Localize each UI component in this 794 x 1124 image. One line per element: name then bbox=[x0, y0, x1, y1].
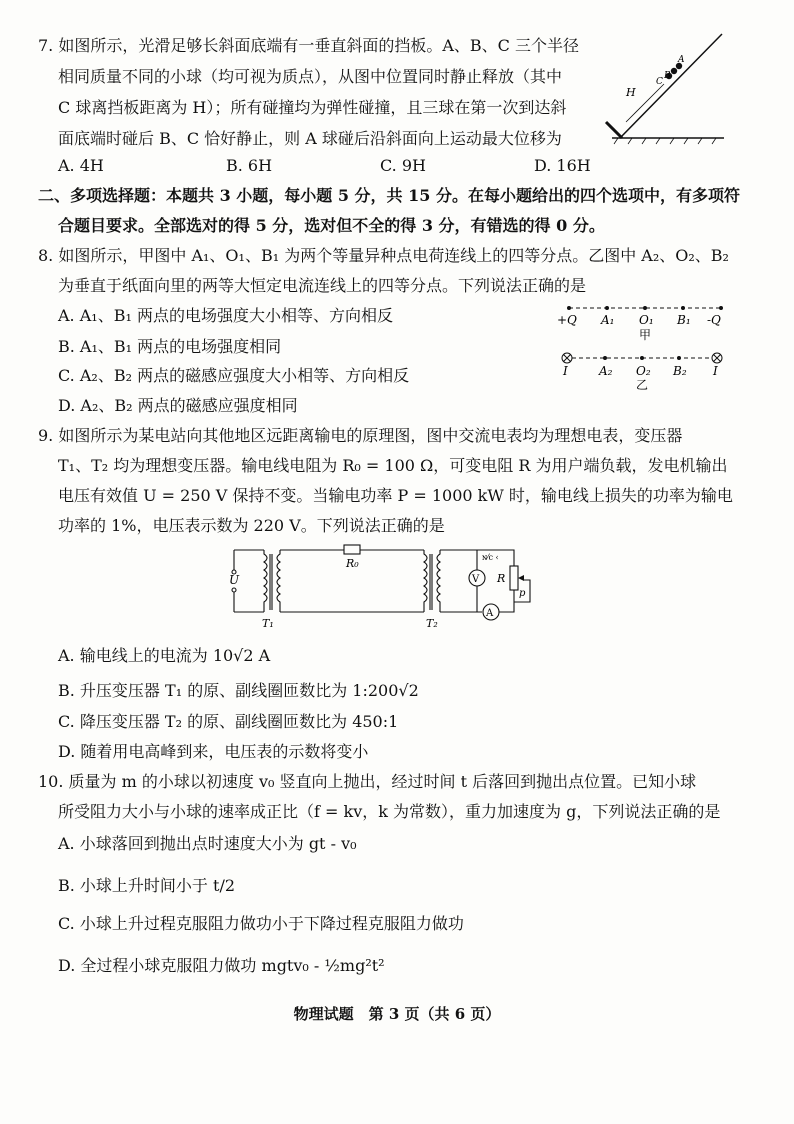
yi-label-o2: O₂ bbox=[636, 364, 651, 378]
incline-figure bbox=[598, 30, 728, 150]
q8-option-b: B. A₁、B₁ 两点的电场强度相同 bbox=[58, 337, 282, 356]
jia-caption: 甲 bbox=[639, 328, 652, 342]
circuit-label-r0: R₀ bbox=[346, 557, 359, 570]
q9-option-d: D. 随着用电高峰到来，电压表的示数将变小 bbox=[58, 742, 369, 761]
voltmeter-label: V bbox=[472, 574, 480, 585]
q10-option-d: D. 全过程小球克服阻力做功 mgtv₀ - ½mg²t² bbox=[58, 956, 385, 975]
jia-label-b1: B₁ bbox=[677, 313, 691, 327]
jia-label-a1: A₁ bbox=[601, 313, 615, 327]
label-h: H bbox=[626, 86, 636, 99]
charge-figure-jia bbox=[555, 300, 730, 342]
circuit-label-t1: T₁ bbox=[262, 617, 274, 630]
q9-option-c: C. 降压变压器 T₂ 的原、副线圈匝数比为 450:1 bbox=[58, 712, 399, 731]
circuit-label-p: p bbox=[519, 588, 526, 599]
q9-line-2: T₁、T₂ 均为理想变压器。输电线电阻为 R₀ = 100 Ω，可变电阻 R 为用户端负载，发电机输出 bbox=[58, 456, 728, 475]
q8-line-1: 8. 如图所示，甲图中 A₁、O₁、B₁ 为两个等量异种点电荷连线上的四等分点。乙图中 A₂、O₂、B₂ bbox=[38, 246, 729, 265]
q7-option-b: B. 6H bbox=[226, 156, 273, 175]
current-figure-yi bbox=[555, 348, 730, 392]
jia-label-minus-q: -Q bbox=[707, 313, 721, 327]
q10-line-1: 10. 质量为 m 的小球以初速度 v₀ 竖直向上抛出，经过时间 t 后落回到抛出点位置。已知小球 bbox=[38, 772, 697, 791]
circuit-label-u: U bbox=[229, 573, 240, 587]
page-footer: 物理试题 第 3 页（共 6 页） bbox=[293, 1005, 501, 1023]
q9-option-b: B. 升压变压器 T₁ 的原、副线圈匝数比为 1:200√2 bbox=[58, 681, 419, 700]
q10-option-c: C. 小球上升过程克服阻力做功小于下降过程克服阻力做功 bbox=[58, 914, 464, 933]
q10-option-b: B. 小球上升时间小于 t/2 bbox=[58, 876, 236, 895]
ball-b bbox=[671, 68, 677, 74]
q9-line-3: 电压有效值 U = 250 V 保持不变。当输电功率 P = 1000 kW 时，输电线上损失的功率为输电 bbox=[58, 486, 733, 505]
circuit-handwritten-note: ɴ⁄c ‹ bbox=[482, 553, 499, 562]
q10-line-2: 所受阻力大小与小球的速率成正比（f = kv，k 为常数），重力加速度为 g，下列说法正确的是 bbox=[58, 802, 721, 821]
q9-line-4: 功率的 1%，电压表示数为 220 V。下列说法正确的是 bbox=[58, 516, 445, 535]
q7-line-4: 面底端时碰后 B、C 恰好静止，则 A 球碰后沿斜面向上运动最大位移为 bbox=[58, 129, 562, 148]
yi-label-i-left: I bbox=[563, 364, 568, 378]
jia-label-o1: O₁ bbox=[639, 313, 654, 327]
section2-line-1: 二、多项选择题：本题共 3 小题，每小题 5 分，共 15 分。在每小题给出的四个选项中，有多项符 bbox=[38, 186, 740, 205]
yi-label-i-right: I bbox=[713, 364, 718, 378]
circuit-label-t2: T₂ bbox=[426, 617, 438, 630]
q7-line-3: C 球离挡板距离为 H）；所有碰撞均为弹性碰撞，且三球在第一次到达斜 bbox=[58, 98, 567, 117]
ammeter-label: A bbox=[486, 608, 494, 619]
q7-line-1: 7. 如图所示，光滑足够长斜面底端有一垂直斜面的挡板。A、B、C 三个半径 bbox=[38, 36, 579, 55]
q8-option-d: D. A₂、B₂ 两点的磁感应强度相同 bbox=[58, 396, 298, 415]
label-a: A bbox=[678, 55, 685, 65]
label-c: C bbox=[656, 77, 663, 87]
circuit-label-r: R bbox=[497, 572, 506, 585]
section2-line-2: 合题目要求。全部选对的得 5 分，选对但不全的得 3 分，有错选的得 0 分。 bbox=[58, 216, 605, 235]
q7-line-2: 相同质量不同的小球（均可视为质点），从图中位置同时静止释放（其中 bbox=[58, 67, 563, 86]
yi-label-a2: A₂ bbox=[599, 364, 613, 378]
q8-option-c: C. A₂、B₂ 两点的磁感应强度大小相等、方向相反 bbox=[58, 366, 410, 385]
q9-option-a: A. 输电线上的电流为 10√2 A bbox=[58, 646, 271, 665]
label-b: B bbox=[664, 71, 671, 81]
yi-caption: 乙 bbox=[636, 378, 649, 392]
q7-option-d: D. 16H bbox=[534, 156, 591, 175]
q8-line-2: 为垂直于纸面向里的两等大恒定电流连线上的四等分点。下列说法正确的是 bbox=[58, 276, 587, 295]
q8-option-a: A. A₁、B₁ 两点的电场强度大小相等、方向相反 bbox=[58, 306, 393, 325]
yi-label-b2: B₂ bbox=[673, 364, 687, 378]
transmission-circuit bbox=[224, 540, 544, 632]
jia-label-plus-q: +Q bbox=[557, 313, 577, 327]
q10-option-a: A. 小球落回到抛出点时速度大小为 gt - v₀ bbox=[58, 834, 357, 853]
q9-line-1: 9. 如图所示为某电站向其他地区远距离输电的原理图，图中交流电表均为理想电表，变压器 bbox=[38, 426, 683, 445]
q7-option-c: C. 9H bbox=[380, 156, 426, 175]
q7-option-a: A. 4H bbox=[58, 156, 104, 175]
